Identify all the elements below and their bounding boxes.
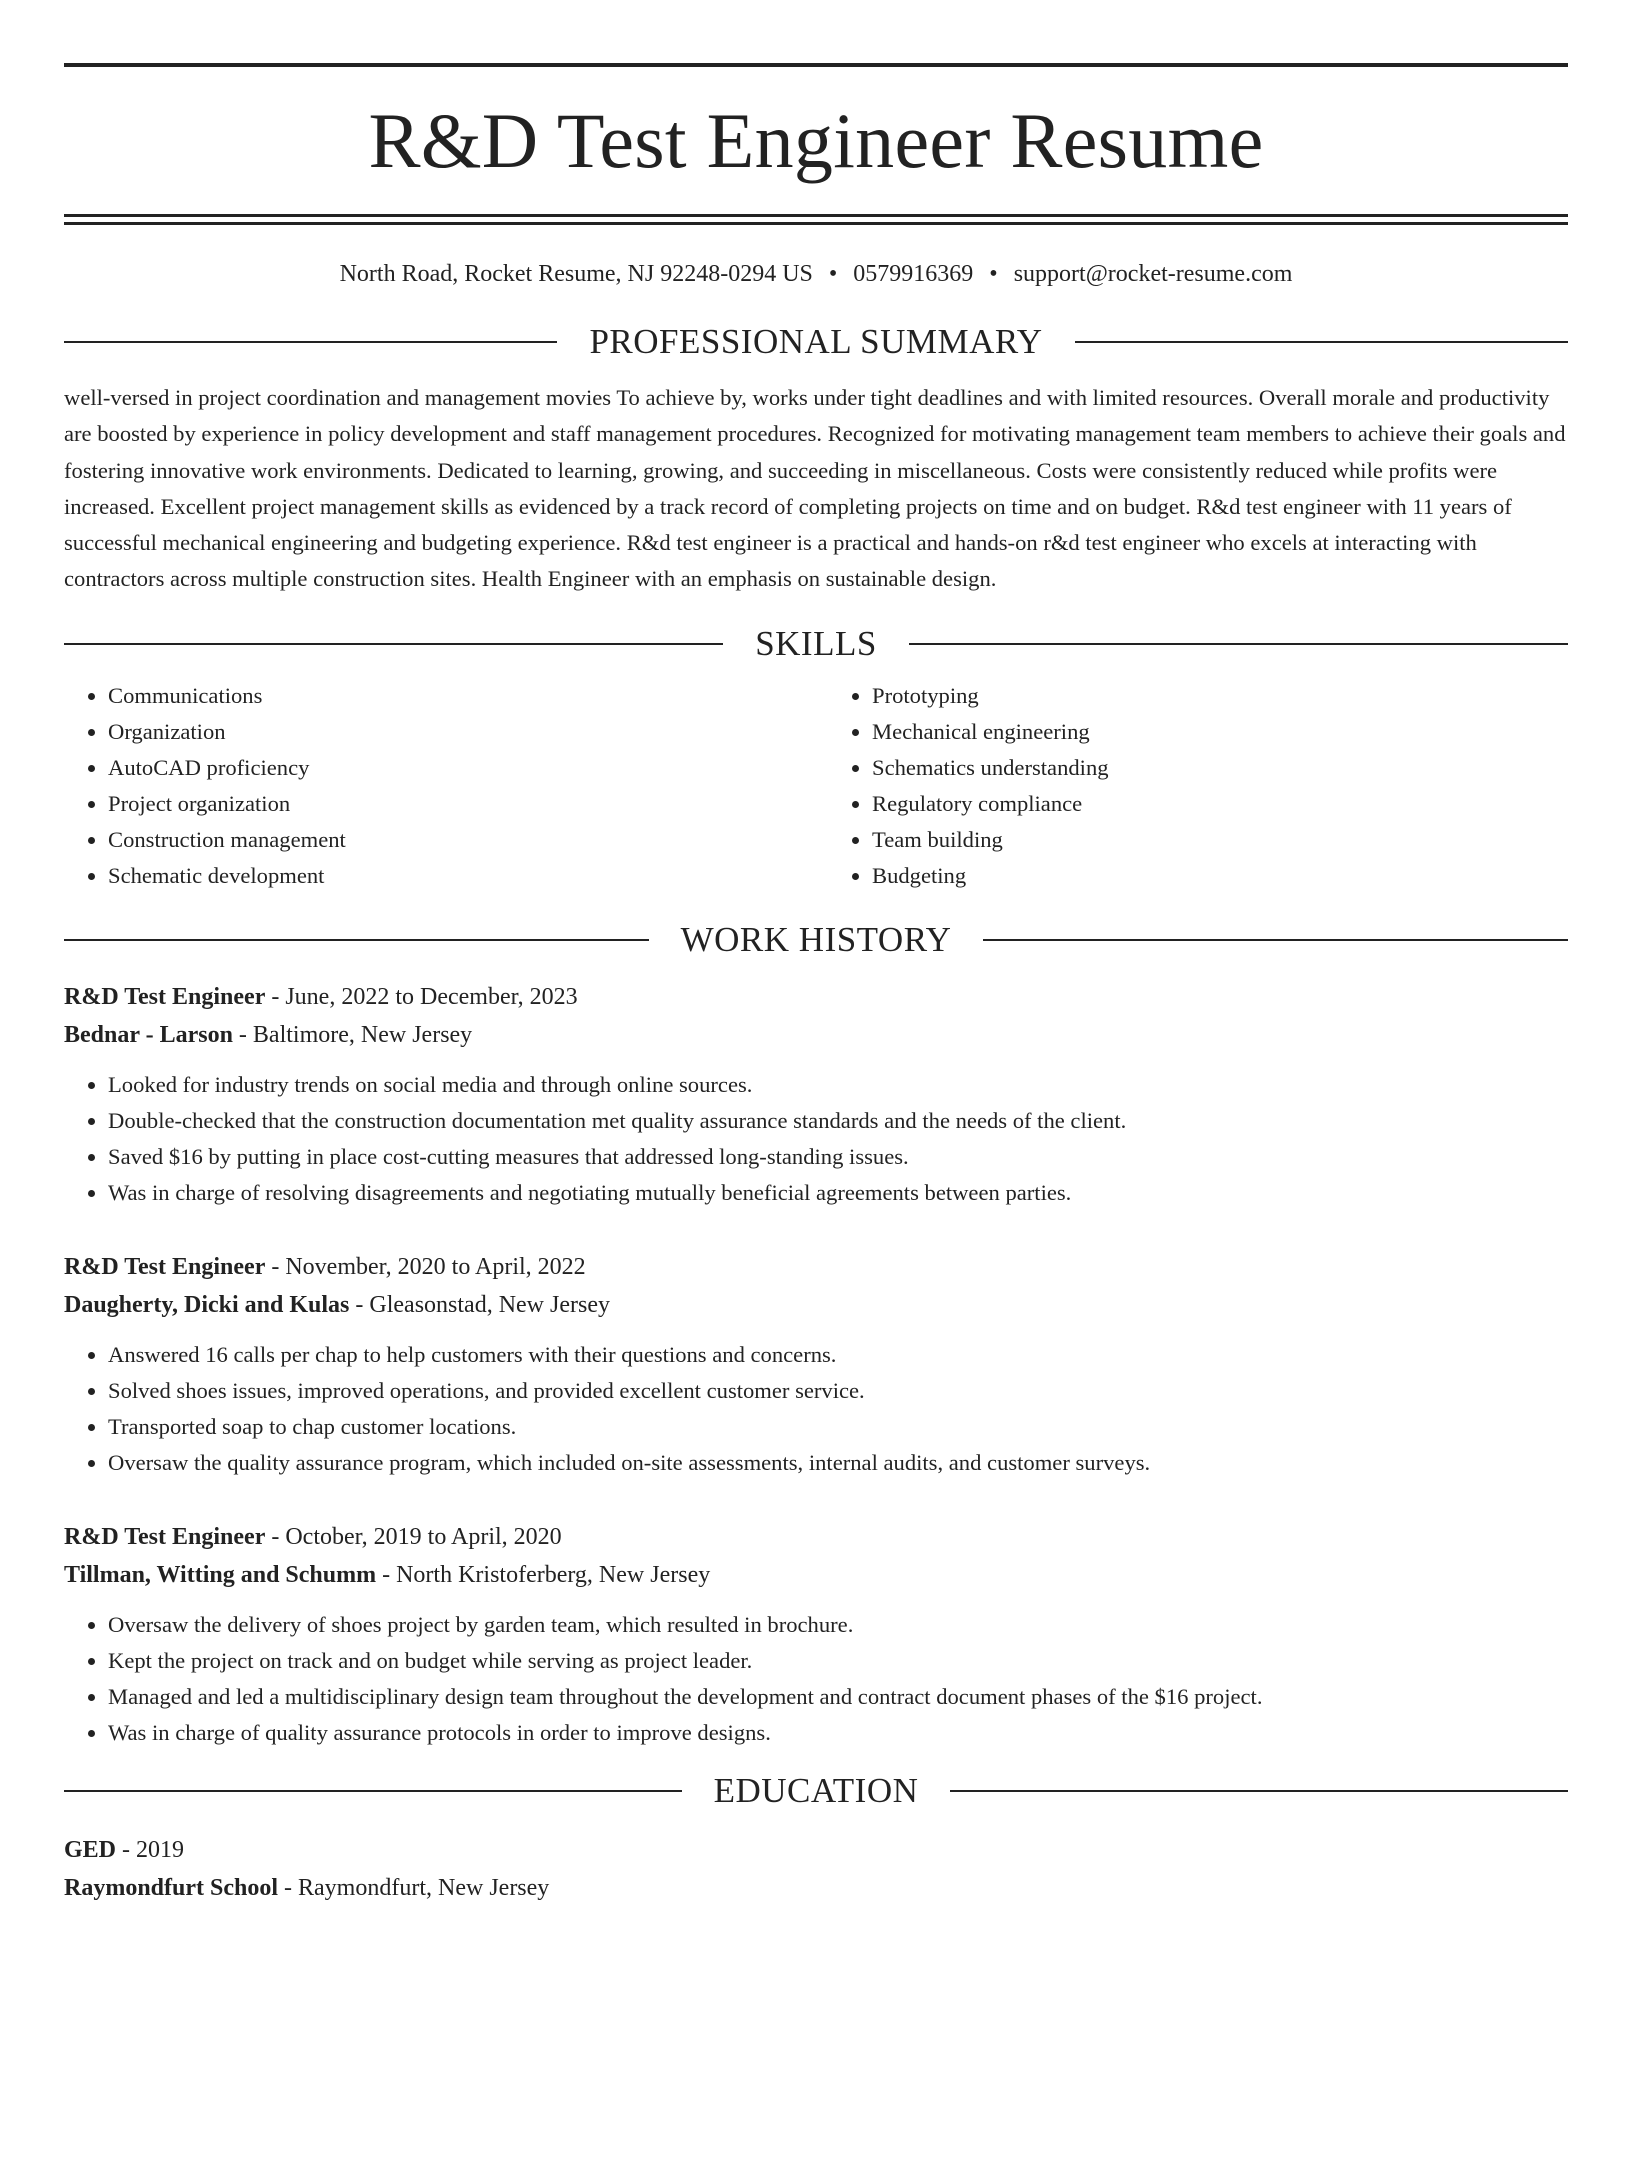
contact-separator: •: [989, 261, 998, 287]
education-school-line: [64, 1869, 1568, 1907]
job-bullet: • Double-checked that the construction documentation met quality assurance standards and the needs of the client.: [108, 1103, 1568, 1139]
work-heading-row: [64, 920, 1568, 960]
job-bullet: • Oversaw the delivery of shoes project by garden team, which resulted in brochure.: [108, 1607, 1568, 1643]
heading-rule: [64, 341, 557, 343]
job-bullet: • Oversaw the quality assurance program, which included on-site assessments, internal audits, and customer surveys.: [108, 1445, 1568, 1481]
work-heading: WORK HISTORY: [680, 919, 952, 959]
education-entry: [64, 1831, 1568, 1907]
heading-rule: [64, 939, 649, 941]
skills-column-right: [816, 678, 1568, 894]
skill-item: • Schematics understanding: [872, 750, 1568, 786]
job-company: Bednar - Larson: [64, 1021, 233, 1048]
contact-separator: •: [828, 261, 838, 287]
resume-title: R&D Test Engineer Resume: [368, 97, 1264, 184]
education-degree-line: [64, 1831, 1568, 1869]
contact-line: [64, 259, 1568, 289]
skills-list: [64, 678, 1568, 894]
job-company: Daugherty, Dicki and Kulas: [64, 1291, 350, 1318]
job-bullet: • Was in charge of resolving disagreements and negotiating mutually beneficial agreements between parties.: [108, 1175, 1568, 1211]
skill-item: • Project organization: [108, 786, 816, 822]
job-entry: [64, 978, 1568, 1211]
education-location: - Raymondfurt, New Jersey: [278, 1874, 550, 1901]
job-title-line: [64, 1518, 1568, 1556]
job-bullet: • Was in charge of quality assurance protocols in order to improve designs.: [108, 1715, 1568, 1751]
job-bullet: • Looked for industry trends on social media and through online sources.: [108, 1067, 1568, 1103]
skill-item: • Budgeting: [872, 858, 1568, 894]
job-dates: - June, 2022 to December, 2023: [265, 983, 578, 1010]
job-bullet: • Kept the project on track and on budget while serving as project leader.: [108, 1643, 1568, 1679]
education-heading-row: [64, 1771, 1568, 1811]
skill-item: • Construction management: [108, 822, 816, 858]
contact-address: North Road, Rocket Resume, NJ 92248-0294 US: [339, 261, 813, 287]
skill-item: • Schematic development: [108, 858, 816, 894]
job-title: R&D Test Engineer: [64, 1523, 266, 1550]
job-bullets: [64, 1607, 1568, 1751]
job-title: R&D Test Engineer: [64, 1253, 266, 1280]
skill-item: • Regulatory compliance: [872, 786, 1568, 822]
skill-item: • Mechanical engineering: [872, 714, 1568, 750]
skill-item: • Organization: [108, 714, 816, 750]
job-location: - North Kristoferberg, New Jersey: [376, 1561, 711, 1588]
summary-heading-row: [64, 322, 1568, 362]
heading-rule: [983, 939, 1568, 941]
heading-rule: [1075, 341, 1568, 343]
job-location: - Gleasonstad, New Jersey: [349, 1291, 610, 1318]
job-company: Tillman, Witting and Schumm: [64, 1561, 377, 1588]
job-entry: [64, 1248, 1568, 1481]
job-bullet: • Saved $16 by putting in place cost-cutting measures that addressed long-standing issues.: [108, 1139, 1568, 1175]
heading-rule: [909, 643, 1568, 645]
heading-rule: [64, 643, 723, 645]
skill-item: • Communications: [108, 678, 816, 714]
job-bullets: [64, 1067, 1568, 1211]
skills-heading-row: [64, 624, 1568, 664]
heading-rule: [64, 1790, 682, 1792]
top-rule: [64, 63, 1568, 67]
job-bullets: [64, 1337, 1568, 1481]
skills-heading: SKILLS: [755, 623, 877, 663]
education-degree: GED: [64, 1836, 117, 1863]
job-dates: - November, 2020 to April, 2022: [265, 1253, 586, 1280]
job-entry: [64, 1518, 1568, 1751]
heading-rule: [950, 1790, 1568, 1792]
job-bullet: • Managed and led a multidisciplinary design team throughout the development and contract document phases of the $16 project.: [108, 1679, 1568, 1715]
job-dates: - October, 2019 to April, 2020: [265, 1523, 562, 1550]
job-title: R&D Test Engineer: [64, 983, 266, 1010]
skill-item: • AutoCAD proficiency: [108, 750, 816, 786]
job-bullet: • Transported soap to chap customer locations.: [108, 1409, 1568, 1445]
job-location: - Baltimore, New Jersey: [232, 1021, 473, 1048]
contact-email: support@rocket-resume.com: [1013, 261, 1293, 287]
job-company-line: [64, 1286, 1568, 1324]
education-heading: EDUCATION: [713, 1770, 919, 1810]
job-title-line: [64, 978, 1568, 1016]
job-company-line: [64, 1016, 1568, 1054]
contact-phone: 0579916369: [853, 261, 974, 287]
job-bullet: • Answered 16 calls per chap to help customers with their questions and concerns.: [108, 1337, 1568, 1373]
job-title-line: [64, 1248, 1568, 1286]
skill-item: • Prototyping: [872, 678, 1568, 714]
summary-heading: PROFESSIONAL SUMMARY: [589, 322, 1043, 361]
skill-item: • Team building: [872, 822, 1568, 858]
education-school: Raymondfurt School: [64, 1874, 279, 1901]
education-year: - 2019: [116, 1836, 185, 1863]
job-bullet: • Solved shoes issues, improved operations, and provided excellent customer service.: [108, 1373, 1568, 1409]
summary-text: well-versed in project coordination and management movies To achieve by, works under tight deadlines and with limited resources. Overall morale and productivity are boosted by experience in policy development and staff management procedures. Recognized for motivating management team members to achieve their goals and fostering innovative work environments. Dedicated to learning, growing, and succeeding in miscellaneous. Costs were consistently reduced while profits were increased. Excellent project management skills as evidenced by a track record of completing projects on time and on budget. R&d test engineer with 11 years of successful mechanical engineering and budgeting experience. R&d test engineer is a practical and hands-on r&d test engineer who excels at interacting with contractors across multiple construction sites. Health Engineer with an emphasis on sustainable design.: [64, 385, 1566, 592]
skills-column-left: [64, 678, 816, 894]
title-double-rule: [64, 214, 1568, 225]
job-company-line: [64, 1556, 1568, 1594]
resume-page: [0, 63, 1632, 2175]
